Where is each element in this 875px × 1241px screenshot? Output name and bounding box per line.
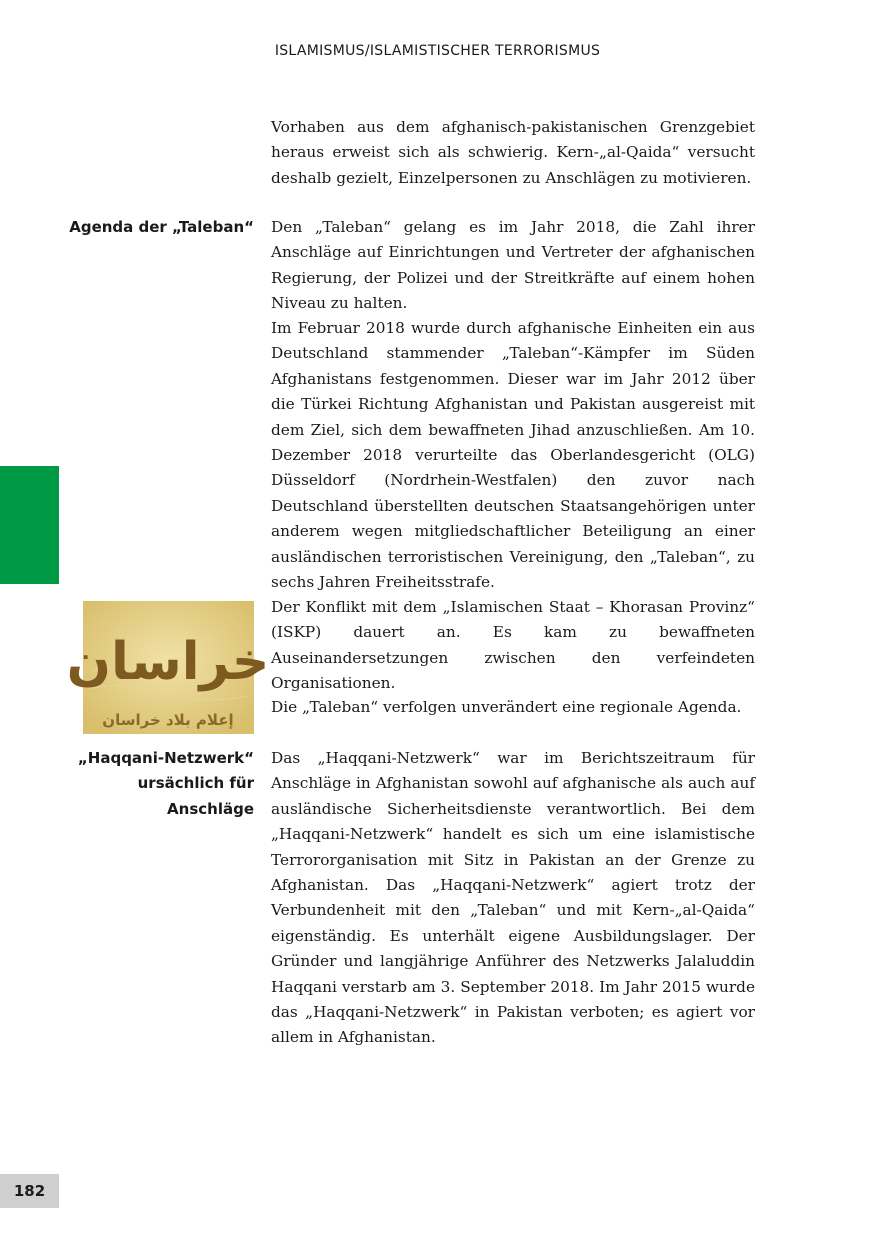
side-heading-haqqani-line-2: ursächlich für: [137, 774, 254, 793]
taleban-paragraph-3: Der Konflikt mit dem „Islamischen Staat – Khorasan Provinz“ (ISKP) dauert an. Es kam zu bewaffneten Auseinandersetzungen zwischen den verfeindeten Organisationen.: [271, 598, 755, 693]
side-heading-haqqani: [54, 746, 254, 822]
side-heading-taleban: Agenda der „Taleban“: [69, 218, 254, 236]
chapter-tab-marker: [0, 466, 59, 584]
intro-paragraph: Vorhaben aus dem afghanisch-pakistanischen Grenzgebiet heraus erweist sich als schwierig. Kern-„al-Qaida“ versucht deshalb gezielt, Einzelpersonen zu Anschlägen zu motivieren.: [271, 118, 755, 187]
side-heading-haqqani-line-1: „Haqqani-Netzwerk“: [77, 749, 254, 767]
side-heading-haqqani-line-3: Anschläge: [167, 799, 254, 818]
page-number: 182: [0, 1174, 59, 1208]
logo-main-arabic-text: خراسان: [66, 632, 270, 692]
khorasan-media-logo: [66, 601, 270, 734]
taleban-paragraph-4: Die „Taleban“ verfolgen unverändert eine regionale Agenda.: [271, 698, 742, 716]
haqqani-paragraph: Das „Haqqani-Netzwerk“ war im Berichtszeitraum für Anschläge in Afghanistan sowohl auf afghanische als auch auf ausländische Sicherheitsdienste verantwortlich. Bei dem „Haqqani-Netzwerk“ handelt es sich um eine islamistische Terrororganisation mit Sitz in Pakistan an der Grenze zu Afghanistan. Das „Haqqani-Netzwerk“ agiert trotz der Verbundenheit mit den „Taleban“ und mit Kern-„al-Qaida“ eigenständig. Es unterhält eigene Ausbildungslager. Der Gründer und langjährige Anführer des Netzwerks Jalaluddin Haqqani verstarb am 3. September 2018. Im Jahr 2015 wurde das „Haqqani-Netzwerk“ in Pakistan verboten; es agiert vor allem in Afghanistan.: [271, 749, 755, 1047]
running-header: ISLAMISMUS/ISLAMISTISCHER TERRORISMUS: [274, 43, 601, 59]
taleban-paragraph-2: Im Februar 2018 wurde durch afghanische Einheiten ein aus Deutschland stammender „Taleban“-Kämpfer im Süden Afghanistans festgenommen. Dieser war im Jahr 2012 über die Türkei Richtung Afghanistan und Pakistan ausgereist mit dem Ziel, sich dem bewaffneten Jihad anzuschließen. Am 10. Dezember 2018 verurteilte das Oberlandesgericht (OLG) Düsseldorf (Nordrhein-Westfalen) den zuvor nach Deutschland überstellten deutschen Staatsangehörigen unter anderem wegen mitgliedschaftlicher Beteiligung an einer ausländischen terroristischen Vereinigung, den „Taleban“, zu sechs Jahren Freiheitsstrafe.: [271, 319, 755, 592]
taleban-paragraph-1: Den „Taleban“ gelang es im Jahr 2018, die Zahl ihrer Anschläge auf Einrichtungen und Vertreter der afghanischen Regierung, der Polizei und der Streitkräfte auf einem hohen Niveau zu halten.: [271, 218, 755, 313]
logo-caption-arabic-text: إعلام بلاد خراسان: [102, 711, 234, 729]
